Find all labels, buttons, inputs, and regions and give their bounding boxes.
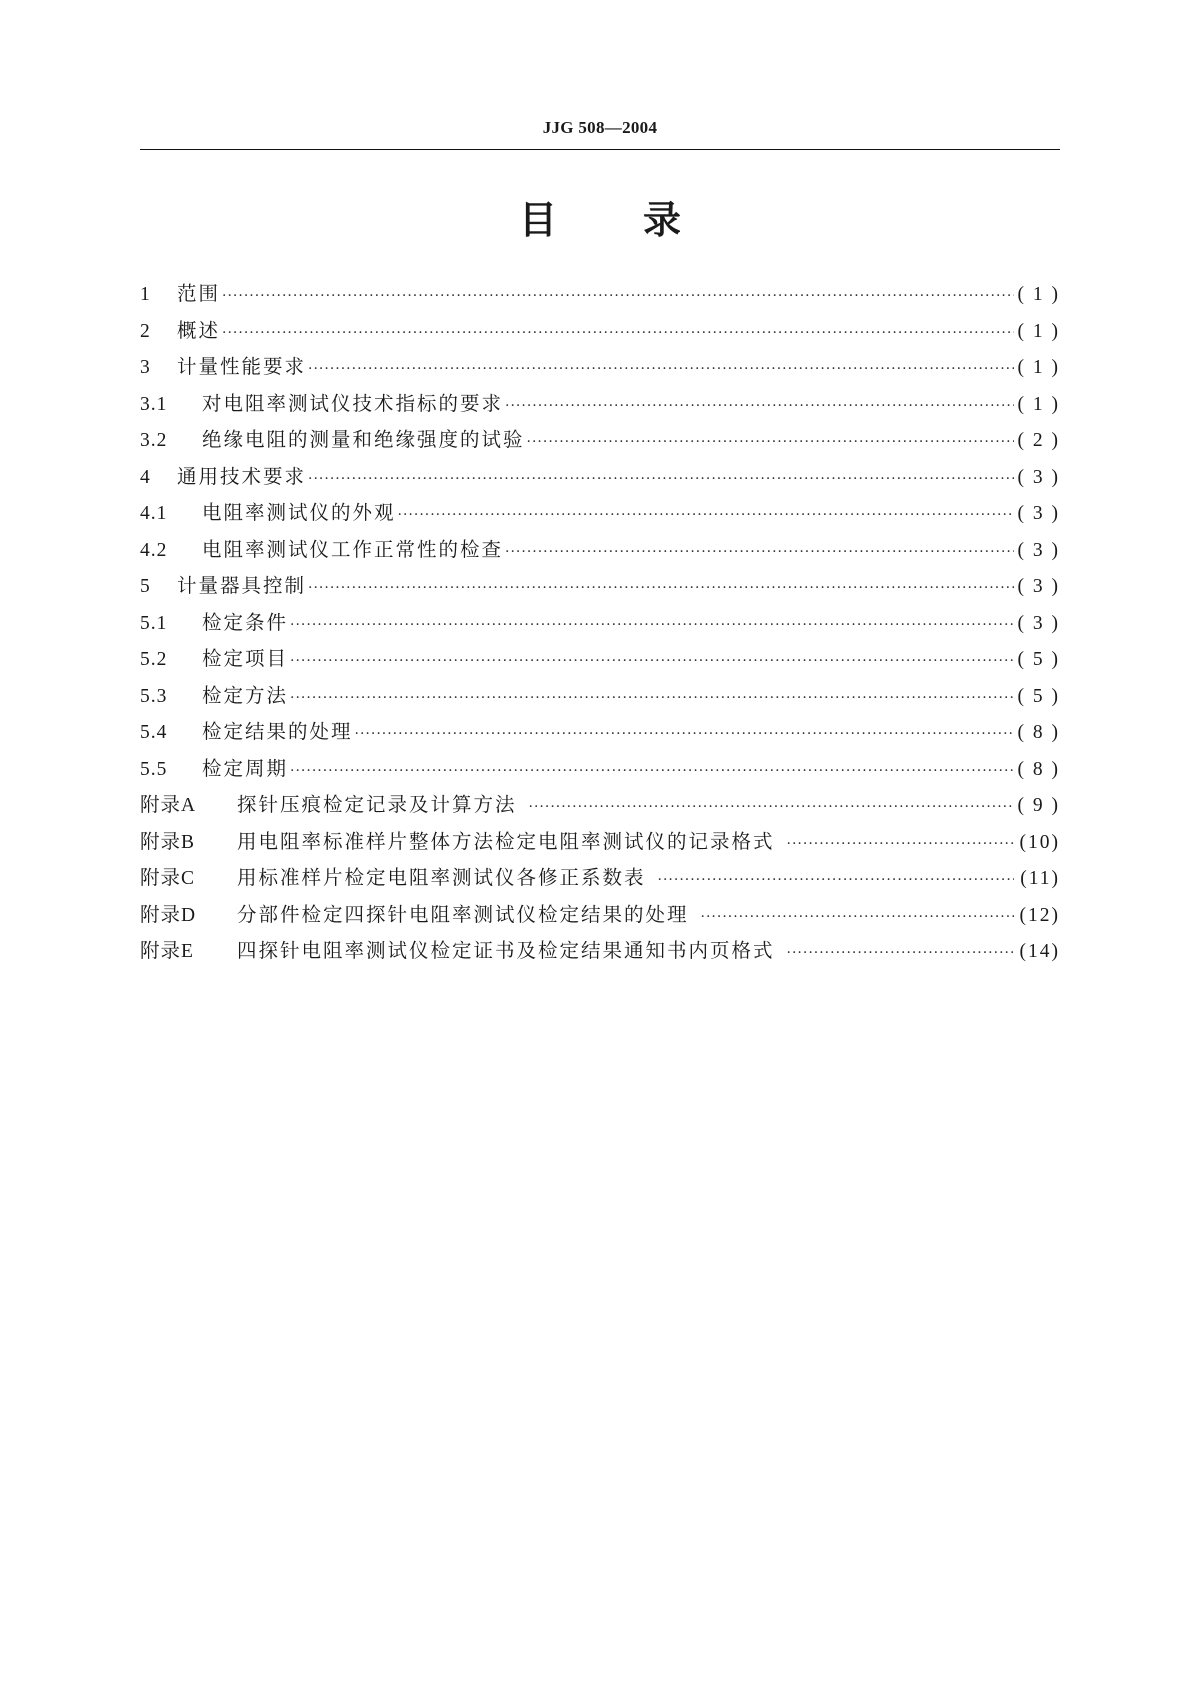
toc-entry-number: 5 xyxy=(140,576,151,597)
toc-dot-leader xyxy=(503,388,1014,425)
toc-entry-title: 概述 xyxy=(177,318,221,342)
toc-dot-leader xyxy=(656,862,1014,899)
toc-entry-page: ( 3 ) xyxy=(1017,576,1060,597)
toc-entry[interactable] xyxy=(140,459,1060,496)
toc-entry[interactable] xyxy=(140,313,1060,350)
toc-dot-leader xyxy=(503,534,1014,571)
toc-entry-title: 检定项目 xyxy=(202,647,289,670)
toc-entry-page: (12) xyxy=(1019,904,1060,926)
table-of-contents xyxy=(140,276,1060,970)
toc-entry-number: 5.1 xyxy=(140,612,168,634)
toc-entry-number: 3.1 xyxy=(140,393,168,415)
toc-dot-leader xyxy=(306,461,1014,498)
toc-entry-number: 1 xyxy=(140,284,151,305)
toc-entry-title: 通用技术要求 xyxy=(177,464,307,488)
toc-entry-page: ( 1 ) xyxy=(1017,393,1060,415)
toc-entry[interactable] xyxy=(140,933,1060,970)
toc-entry-title: 检定方法 xyxy=(202,683,289,707)
toc-entry[interactable] xyxy=(140,605,1060,642)
toc-entry-title: 电阻率测试仪的外观 xyxy=(202,501,396,524)
toc-entry[interactable] xyxy=(140,532,1060,569)
toc-entry[interactable] xyxy=(140,276,1060,313)
toc-dot-leader xyxy=(699,899,1014,936)
toc-entry[interactable] xyxy=(140,714,1060,751)
toc-entry-title: 检定结果的处理 xyxy=(202,720,353,743)
toc-dot-leader xyxy=(288,753,1014,790)
toc-title: 目录 xyxy=(518,198,767,242)
toc-entry-page: ( 1 ) xyxy=(1017,357,1060,378)
toc-entry-page: ( 3 ) xyxy=(1017,539,1060,561)
toc-entry-number: 附录E xyxy=(140,941,194,962)
page-header-standard-code: JJG 508—2004 xyxy=(542,118,658,137)
toc-entry-title: 绝缘电阻的测量和绝缘强度的试验 xyxy=(202,428,525,451)
toc-dot-leader xyxy=(396,497,1014,534)
toc-dot-leader xyxy=(306,570,1014,607)
toc-entry-number: 附录B xyxy=(140,831,196,853)
toc-entry-page: ( 3 ) xyxy=(1017,503,1060,524)
toc-entry-number: 5.5 xyxy=(140,758,168,780)
toc-entry-page: ( 8 ) xyxy=(1017,722,1060,743)
toc-entry-page: ( 9 ) xyxy=(1017,795,1060,816)
toc-entry-number: 5.4 xyxy=(140,722,168,743)
toc-entry[interactable] xyxy=(140,349,1060,386)
toc-dot-leader xyxy=(785,826,1014,863)
toc-entry-page: (10) xyxy=(1019,831,1060,853)
toc-entry-page: ( 5 ) xyxy=(1017,649,1060,670)
toc-dot-leader xyxy=(288,607,1014,644)
toc-entry-title: 检定周期 xyxy=(202,756,289,780)
toc-entry-page: (14) xyxy=(1019,941,1060,962)
toc-entry-number: 2 xyxy=(140,320,151,342)
toc-entry-number: 4.1 xyxy=(140,503,168,524)
toc-entry[interactable] xyxy=(140,641,1060,678)
toc-entry[interactable] xyxy=(140,897,1060,934)
toc-entry-title: 范围 xyxy=(177,282,221,305)
toc-entry-number: 3.2 xyxy=(140,430,168,451)
toc-dot-leader xyxy=(288,680,1014,717)
toc-entry-number: 5.3 xyxy=(140,685,168,707)
toc-entry-number: 5.2 xyxy=(140,649,168,670)
toc-entry-page: (11) xyxy=(1020,868,1060,889)
toc-entry[interactable] xyxy=(140,678,1060,715)
toc-entry[interactable] xyxy=(140,787,1060,824)
toc-entry-title: 用标准样片检定电阻率测试仪各修正系数表 xyxy=(237,866,646,889)
toc-entry-title: 电阻率测试仪工作正常性的检查 xyxy=(202,537,504,561)
toc-entry[interactable] xyxy=(140,568,1060,605)
toc-entry-page: ( 2 ) xyxy=(1017,430,1060,451)
toc-dot-leader xyxy=(527,789,1014,826)
toc-entry[interactable] xyxy=(140,386,1060,423)
toc-entry-page: ( 1 ) xyxy=(1017,320,1060,342)
toc-dot-leader xyxy=(353,716,1014,753)
toc-entry-number: 3 xyxy=(140,357,151,378)
toc-entry-page: ( 3 ) xyxy=(1017,612,1060,634)
toc-dot-leader xyxy=(525,424,1014,461)
toc-entry-page: ( 8 ) xyxy=(1017,758,1060,780)
toc-entry-page: ( 1 ) xyxy=(1017,284,1060,305)
toc-entry[interactable] xyxy=(140,824,1060,861)
toc-entry-page: ( 3 ) xyxy=(1017,466,1060,488)
toc-dot-leader xyxy=(220,278,1014,315)
toc-dot-leader xyxy=(288,643,1014,680)
toc-entry-number: 附录C xyxy=(140,868,196,889)
toc-entry[interactable] xyxy=(140,751,1060,788)
toc-entry-title: 计量性能要求 xyxy=(177,355,307,378)
toc-entry-page: ( 5 ) xyxy=(1017,685,1060,707)
toc-entry-number: 附录A xyxy=(140,795,197,816)
toc-entry-title: 对电阻率测试仪技术指标的要求 xyxy=(202,391,504,415)
toc-entry-number: 4.2 xyxy=(140,539,168,561)
toc-entry-title: 计量器具控制 xyxy=(177,574,307,597)
toc-dot-leader xyxy=(220,315,1014,352)
toc-entry-title: 用电阻率标准样片整体方法检定电阻率测试仪的记录格式 xyxy=(237,829,775,853)
toc-dot-leader xyxy=(306,351,1014,388)
toc-entry-title: 检定条件 xyxy=(202,610,289,634)
toc-entry[interactable] xyxy=(140,422,1060,459)
toc-entry-title: 分部件检定四探针电阻率测试仪检定结果的处理 xyxy=(237,902,689,926)
toc-dot-leader xyxy=(785,935,1014,972)
toc-entry-title: 四探针电阻率测试仪检定证书及检定结果通知书内页格式 xyxy=(237,939,775,962)
toc-entry[interactable] xyxy=(140,495,1060,532)
toc-entry-number: 附录D xyxy=(140,904,197,926)
toc-entry-title: 探针压痕检定记录及计算方法 xyxy=(237,793,517,816)
toc-entry-number: 4 xyxy=(140,466,151,488)
toc-entry[interactable] xyxy=(140,860,1060,897)
header-divider xyxy=(140,149,1060,150)
